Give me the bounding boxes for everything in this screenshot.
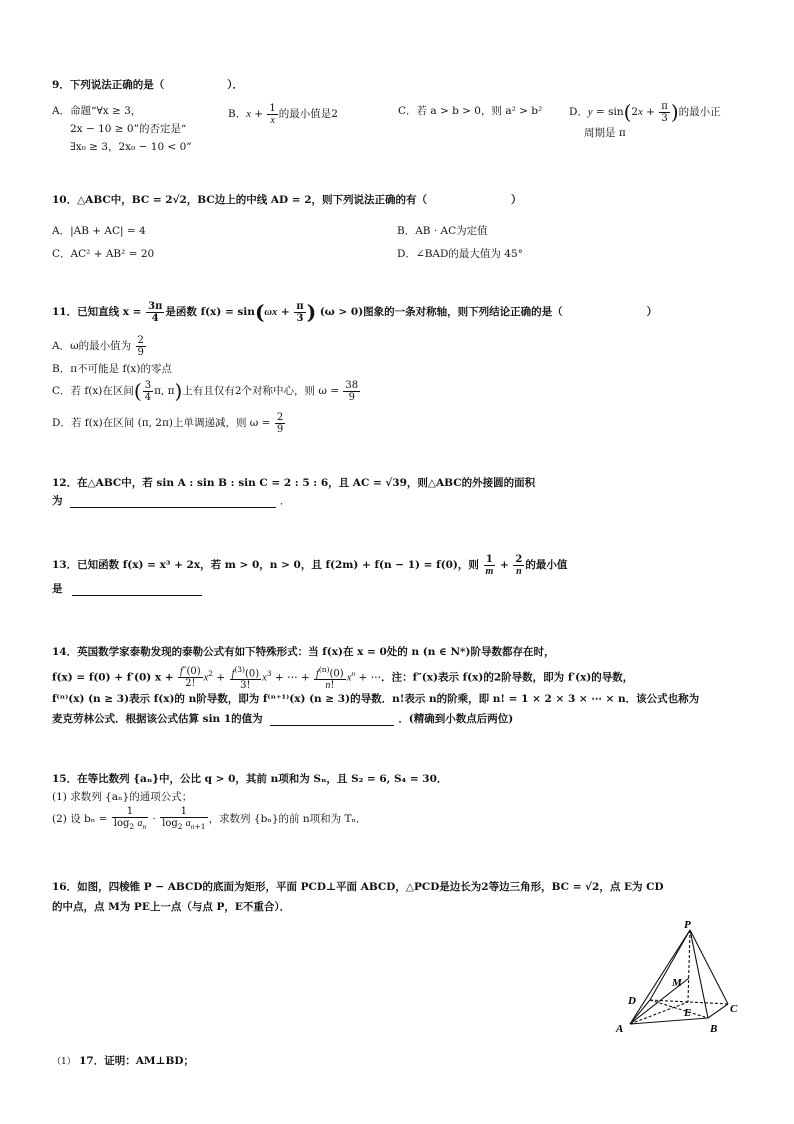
q11-option-b: B．π不可能是 f(x)的零点 (52, 363, 172, 375)
q10-option-b: B．AB · AC为定值 (397, 225, 488, 237)
q10-option-c: C．AC² + AB² = 20 (52, 248, 155, 260)
edge-pb (690, 930, 708, 1018)
q12-answer-blank[interactable] (70, 495, 276, 508)
q16-line2: 的中点，点 M为 PE上一点（与点 P，E不重合）． (52, 901, 291, 913)
q9-option-d: D．y = sin(2x + $\frac{\pi}{3}$ )的最小正 (569, 100, 721, 124)
q11-stem-fraction-1: $\frac{3\pi}{4}$ (148, 300, 163, 324)
segment-pe (688, 930, 690, 1002)
q15-part2: (2) 设 bₙ = $\frac{1}{\log_2 a_n}$ · $\frac{1}{\log_2 a_{n+1}}$ ，求数列 {bₙ}的前 n项和为 Tₙ． (52, 806, 367, 831)
label-m: M (672, 977, 682, 989)
segment-bd (650, 1000, 708, 1018)
q13-fraction-1: $\frac{1}{m}$ (485, 553, 494, 577)
q9-stem: 9．下列说法正确的是（ ）． (52, 79, 244, 91)
q9-option-a-line2: 2x − 10 ≥ 0”的否定是“ (70, 123, 187, 135)
q14-line4: 麦克劳林公式．根据该公式估算 sin 1的值为 ．(精确到小数点后两位) (52, 713, 514, 725)
edge-pd (650, 930, 690, 1000)
q10-stem: 10．△ABC中，BC = 2√2，BC边上的中线 AD = 2，则下列说法正确的有（ ） (52, 194, 522, 206)
label-d: D (628, 995, 636, 1007)
q11-option-c: C．若 f(x)在区间( $\frac{3}{4}$ π, π)上有且仅有2个对称中心，则 ω = $\frac{38}{9}$ (52, 379, 359, 403)
q9-option-b: B．x + $\frac{1}{x}$ 的最小值是2 (228, 102, 338, 126)
q11-option-a: A．ω的最小值为 $\frac{2}{9}$ (52, 334, 144, 358)
label-c: C (730, 1003, 738, 1015)
edge-pc (690, 930, 728, 1004)
q9-option-c: C．若 a > b > 0，则 a² > b² (398, 105, 543, 117)
q14-term-3: $\frac{f^{(3)}(0)}{3!}$ (231, 664, 260, 692)
q15-part1: (1) 求数列 {aₙ}的通项公式； (52, 791, 193, 803)
label-p: P (684, 919, 691, 931)
label-a: A (616, 1023, 624, 1035)
q11-a-fraction: $\frac{2}{9}$ (137, 334, 144, 358)
q9-option-d-line2: 周期是 π (584, 127, 626, 139)
q10-option-d: D．∠BAD的最大值为 45° (397, 248, 523, 260)
pyramid-figure (612, 918, 752, 1042)
q12-answer-line: 为 ． (52, 495, 291, 507)
q16-part1: （1） 17．证明：AM⊥BD； (52, 1055, 195, 1067)
label-b: B (710, 1023, 718, 1035)
q14-line3: f⁽ⁿ⁾(x) (n ≥ 3)表示 f(x)的 n阶导数，即为 f⁽ⁿ⁺¹⁾(x) (n ≥ 3)的导数．n!表示 n的阶乘，即 n! = 1 × 2 × 3 × ⋯ × n．该公式也称为 (52, 693, 700, 705)
q14-formula-line: f(x) = f(0) + f′(0) x + $\frac{f''(0)}{2!}$ $x^2$ + $\frac{f^{(3)}(0)}{3!}$ $x^3$ + ⋯ + $\frac{f^{(n)}(0)}{n!}$ $x^n$ + ⋯．注：f″(x)表示 f(x)的2阶导数，即为 f′(x)的导数， (52, 664, 634, 692)
q15-fraction-2: $\frac{1}{\log_2 a_{n+1}}$ (162, 806, 206, 831)
q15-stem: 15．在等比数列 {aₙ}中，公比 q > 0，其前 n项和为 Sₙ，且 S₂ = 6, S₄ = 30． (52, 773, 448, 785)
q13-answer-line: 是 (52, 582, 202, 596)
q14-answer-blank[interactable] (270, 713, 394, 726)
q14-term-n: $\frac{f^{(n)}(0)}{n!}$ (316, 664, 344, 692)
q9-option-a-line1: A．命题“∀x ≥ 3， (52, 105, 142, 117)
q9-option-a-line3: ∃x₀ ≥ 3，2x₀ − 10 < 0” (70, 141, 192, 153)
q13-fraction-2: $\frac{2}{n}$ (515, 553, 523, 577)
q13-stem: 13．已知函数 f(x) = x³ + 2x，若 m > 0，n > 0，且 f(2m) + f(n − 1) = f(0)，则 $\frac{1}{m}$ + $\frac{2}{n}$ 的最小值 (52, 553, 568, 577)
q16-line1: 16．如图，四棱锥 P − ABCD的底面为矩形，平面 PCD⊥平面 ABCD，△PCD是边长为2等边三角形，BC = √2，点 E为 CD (52, 881, 664, 893)
q11-c-fraction-2: $\frac{38}{9}$ (345, 379, 359, 403)
q13-answer-blank[interactable] (72, 583, 202, 596)
q10-option-a: A．|AB + AC| = 4 (52, 225, 146, 237)
edge-ab (630, 1018, 708, 1024)
q14-line1: 14．英国数学家泰勒发现的泰勒公式有如下特殊形式：当 f(x)在 x = 0处的 n (n ∈ N*)阶导数都存在时， (52, 646, 555, 658)
q9-b-fraction: $\frac{1}{x}$ (269, 102, 276, 126)
q11-d-fraction: $\frac{2}{9}$ (276, 411, 284, 435)
label-e: E (684, 1007, 692, 1019)
q11-stem-fraction-2: $\frac{\pi}{3}$ (296, 300, 304, 324)
q11-option-d: D．若 f(x)在区间 (π, 2π)上单调递减，则 ω = $\frac{2}{9}$ (52, 411, 284, 435)
q14-term-2: $\frac{f''(0)}{2!}$ (179, 666, 201, 689)
q11-c-fraction-1: $\frac{3}{4}$ (144, 379, 152, 403)
q15-fraction-1: $\frac{1}{\log_2 a_n}$ (113, 806, 147, 831)
q9-d-fraction: $\frac{\pi}{3}$ (661, 100, 668, 124)
q11-stem: 11．已知直线 x = $\frac{3\pi}{4}$ 是函数 f(x) = sin(ωx + $\frac{\pi}{3}$ ) (ω > 0)图象的一条对称轴，则下列结论正确的是（ ） (52, 300, 658, 324)
edge-bc (708, 1004, 728, 1018)
q12-stem: 12．在△ABC中，若 sin A : sin B : sin C = 2 : 5 : 6，且 AC = √39，则△ABC的外接圆的面积 (52, 477, 536, 489)
